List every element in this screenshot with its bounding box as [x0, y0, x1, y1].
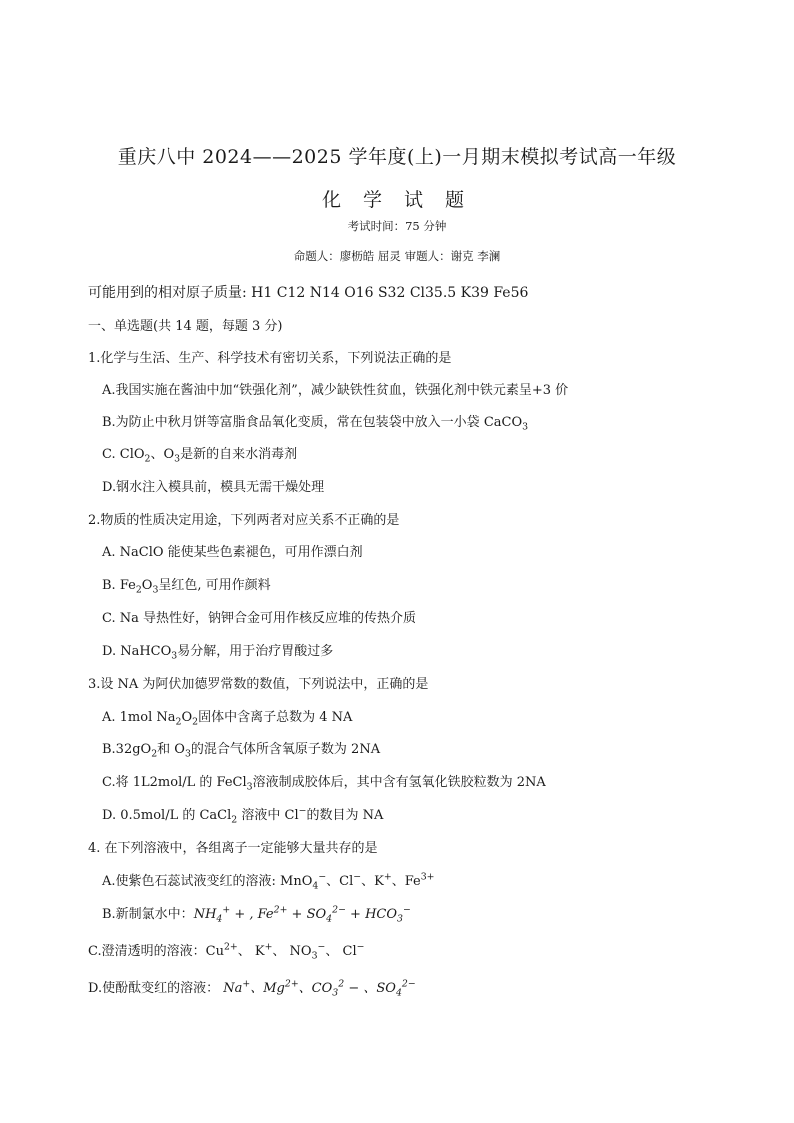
question-4-option-a: A.使紫色石蕊试液变红的溶液: MnO$_4$−、Cl−、K+、$Fe^{3+}$: [102, 871, 435, 892]
question-4-option-c: C.澄清透明的溶液：$Cu^{2+}$、 K+、 $NO_3^-$、 Cl−: [88, 941, 365, 962]
question-2-stem: 2.物质的性质决定用途，下列两者对应关系不正确的是: [88, 513, 400, 528]
question-1-option-d: D.钢水注入模具前，模具无需干燥处理: [102, 480, 325, 495]
question-3-stem: 3.设 NA 为阿伏加德罗常数的数值，下列说法中，正确的是: [88, 677, 429, 692]
question-2-option-d: D. NaHCO$_3$易分解，用于治疗胃酸过多: [102, 644, 334, 662]
subject-title: 化 学 试 题: [321, 189, 473, 211]
atomic-masses: 可能用到的相对原子质量: H1 C12 N14 O16 S32 Cl35.5 K39 Fe56: [88, 285, 529, 301]
question-1-option-b: B.为防止中秋月饼等富脂食品氧化变质，常在包装袋中放入一小袋 CaCO$_3$: [102, 415, 529, 433]
question-4-option-b: B.新制氯水中：$NH_4^+$ + , $Fe^{2+} + SO_4^{2-} + HCO_3^-$: [102, 904, 411, 925]
authors-line: 命题人：廖枥皓 屈灵 审题人：谢克 李澜: [293, 249, 501, 263]
question-2-option-b: B. $Fe_2O_3$呈红色, 可用作颜料: [102, 578, 271, 596]
question-1-option-c: C. ClO$_2$、$O_3$是新的自来水消毒剂: [102, 447, 298, 465]
question-4-stem: 4. 在下列溶液中，各组离子一定能够大量共存的是: [88, 841, 378, 856]
exam-time: 考试时间：75 分钟: [347, 219, 447, 233]
question-4-option-d: D.使酚酞变红的溶液： Na+、$Mg^{2+}$、$CO_3^2$ − 、$SO_4^{2-}$: [88, 978, 416, 999]
question-1-stem: 1.化学与生活、生产、科学技术有密切关系，下列说法正确的是: [88, 351, 452, 366]
question-3-option-d: D. 0.5mol/L 的 CaCl$_2$ 溶液中 Cl−的数目为 NA: [102, 805, 384, 826]
question-2-option-c: C. Na 导热性好，钠钾合金可用作核反应堆的传热介质: [102, 611, 417, 626]
section-heading: 一、单选题(共 14 题，每题 3 分): [88, 319, 283, 334]
question-3-option-b: $B.32gO_2$和 $O_3$的混合气体所含氧原子数为 2NA: [102, 742, 381, 760]
question-3-option-c: C.将 1L2mol/L 的 FeCl$_3$溶液制成胶体后，其中含有氢氧化铁胶粒数为 2NA: [102, 775, 546, 793]
question-1-option-a: A.我国实施在酱油中加“铁强化剂”，减少缺铁性贫血，铁强化剂中铁元素呈+3 价: [102, 383, 569, 398]
question-3-option-a: A. 1mol $Na_2O_2$固体中含离子总数为 4 NA: [102, 710, 353, 728]
question-2-option-a: A. NaClO 能使某些色素褪色，可用作漂白剂: [102, 545, 363, 560]
exam-title: 重庆八中 2024——2025 学年度(上)一月期末模拟考试高一年级: [117, 146, 677, 168]
